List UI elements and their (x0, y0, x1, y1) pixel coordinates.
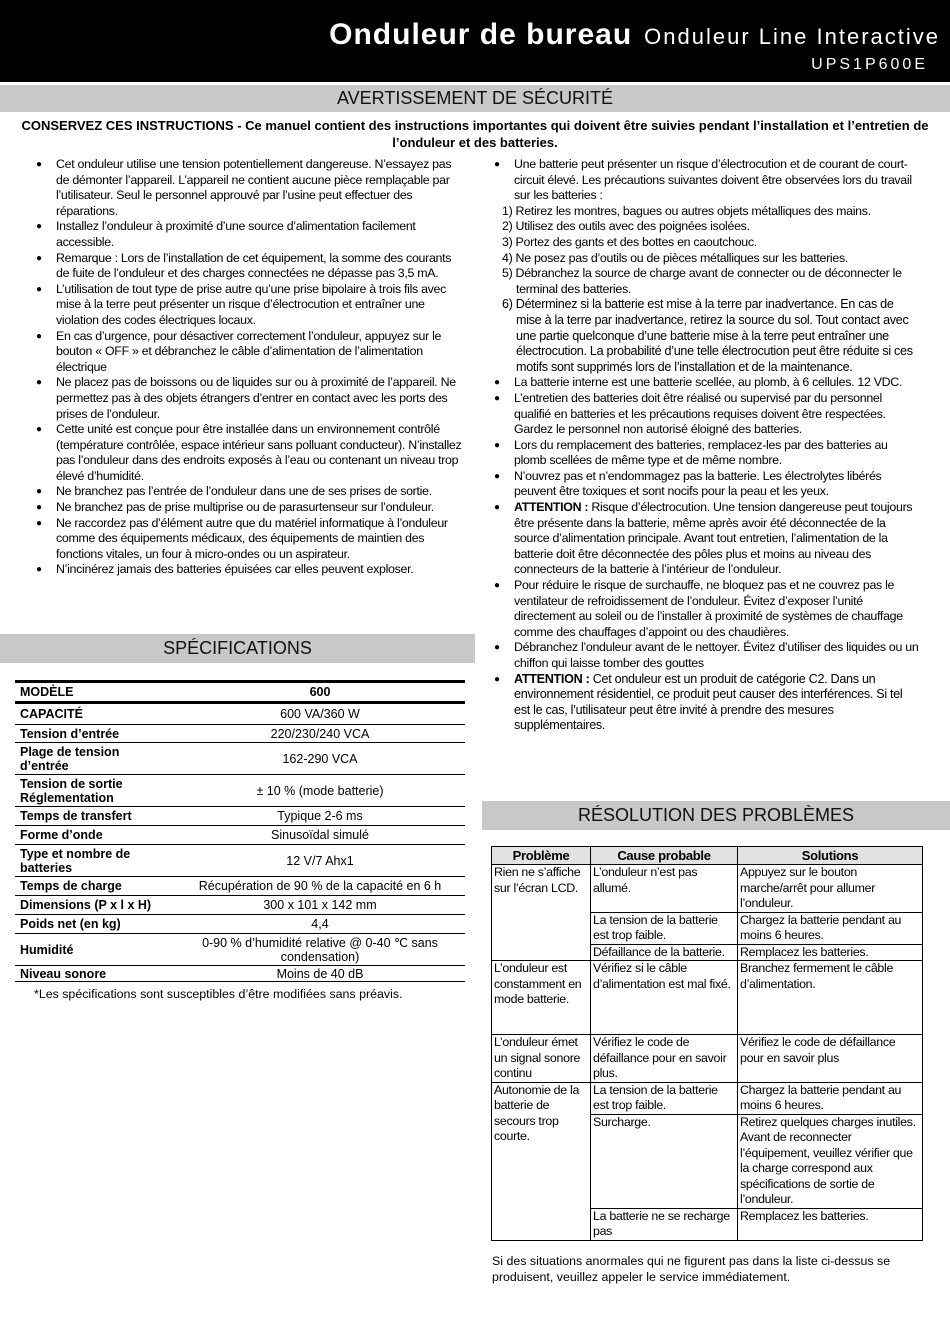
cause-cell: La tension de la batterie est trop faible. (591, 1082, 738, 1114)
list-item: ● Ne branchez pas l’entrée de l’onduleur dans une de ses prises de sortie. (34, 484, 462, 500)
spec-value: 0-90 % d’humidité relative @ 0-40 ℃ sans condensation) (175, 934, 465, 966)
attention-label: ATTENTION : (514, 500, 589, 515)
cause-cell: L’onduleur n’est pas allumé. (591, 865, 738, 913)
column-header: Solutions (738, 847, 923, 865)
spec-label: Forme d’onde (15, 826, 175, 845)
cause-cell: La batterie ne se recharge pas (591, 1208, 738, 1240)
table-row (492, 961, 923, 1035)
table-row (15, 826, 465, 845)
cause-cell: Défaillance de la batterie. (591, 944, 738, 961)
table-row (15, 703, 465, 725)
problem-cell: L’onduleur est constamment en mode batterie. (492, 961, 591, 1035)
table-header-row (15, 682, 465, 703)
document-subtitle: Onduleur Line Interactive (644, 24, 940, 49)
attention-item (492, 500, 920, 578)
attention-label: ATTENTION : (514, 671, 590, 686)
table-row (15, 725, 465, 743)
step-item: 6) Déterminez si la batterie est mise à la terre par inadvertance. En cas de mise à la terre par inadvertance, retirez la source du sol. Tout contact avec une partie quelconque d’une batterie mise à la terre peut entraîner une électrocution. La probabilité d’une telle électrocution peut être réduite si ces motifs sont supprimés lors de l’installation et de la maintenance. (502, 297, 913, 374)
spec-value: 4,4 (175, 915, 465, 934)
spec-value: 300 x 101 x 142 mm (175, 896, 465, 915)
list-item: ● Installez l’onduleur à proximité d’une source d’alimentation facilement accessible. (34, 219, 462, 250)
model-number: UPS1P600E (811, 56, 928, 73)
table-row (492, 1035, 923, 1083)
list-item: ● Remarque : Lors de l’installation de cet équipement, la somme des courants de fuite de l’onduleur et des charges connectées ne dépasse pas 3,5 mA. (34, 251, 462, 282)
table-row (15, 845, 465, 877)
header-title-line (329, 18, 940, 52)
cause-cell: Vérifiez si le câble d’alimentation est mal fixé. (591, 961, 738, 1035)
spec-label: Poids net (en kg) (15, 915, 175, 934)
solution-cell: Remplacez les batteries. (738, 1208, 923, 1240)
header-label: MODÈLE (15, 682, 175, 703)
solution-cell: Appuyez sur le bouton marche/arrêt pour allumer l’onduleur. (738, 865, 923, 913)
attention-text: Cet onduleur est un produit de catégorie C2. Dans un environnement résidentiel, ce produit peut causer des interférences. Si tel est le cas, l’utilisateur peut être invité à prendre des mesures supplémentaires. (514, 671, 903, 733)
solution-cell: Chargez la batterie pendant au moins 6 heures. (738, 912, 923, 944)
list-item: ● N’ouvrez pas et n’endommagez pas la batterie. Les électrolytes libérés peuvent être toxiques et sont nocifs pour la peau et les yeux. (492, 469, 920, 500)
solution-cell: Branchez fermement le câble d’alimentation. (738, 961, 923, 1035)
spec-label: Niveau sonore (15, 966, 175, 982)
step-item: 1) Retirez les montres, bagues ou autres objets métalliques des mains. (502, 203, 871, 218)
cause-cell: Surcharge. (591, 1114, 738, 1208)
safety-right-column (492, 157, 920, 734)
spec-label: Tension d’entrée (15, 725, 175, 743)
list-item: ● Une batterie peut présenter un risque d’électrocution et de courant de court-circuit élevé. Les précautions suivantes doivent être observées lors du travail sur les batteries : (492, 157, 920, 204)
list-item: ● En cas d’urgence, pour désactiver correctement l’onduleur, appuyez sur le bouton « OFF » et débranchez le câble d’alimentation de l’alimentation électrique (34, 329, 462, 376)
table-header-row (492, 847, 923, 865)
safety-heading: AVERTISSEMENT DE SÉCURITÉ (0, 85, 950, 112)
solution-cell: Chargez la batterie pendant au moins 6 heures. (738, 1082, 923, 1114)
solution-cell: Vérifiez le code de défaillance pour en savoir plus (738, 1035, 923, 1083)
specs-heading: SPÉCIFICATIONS (0, 634, 475, 663)
spec-value: 162-290 VCA (175, 743, 465, 775)
list-item: ● Ne raccordez pas d’élément autre que du matériel informatique à l’onduleur comme des équipements médicaux, des équipements de maintien des fonctions vitales, un four à micro-ondes ou un aspirateur. (34, 516, 462, 563)
spec-value: 220/230/240 VCA (175, 725, 465, 743)
spec-value: 600 VA/360 W (175, 703, 465, 725)
list-item: ● Ne branchez pas de prise multiprise ou de parasurtenseur sur l’onduleur. (34, 500, 462, 516)
step-item: 3) Portez des gants et des bottes en caoutchouc. (502, 234, 757, 249)
table-row (15, 966, 465, 982)
table-row (492, 1082, 923, 1114)
column-header: Problème (492, 847, 591, 865)
spec-value: Moins de 40 dB (175, 966, 465, 982)
list-item: ● La batterie interne est une batterie scellée, au plomb, à 6 cellules. 12 VDC. (492, 375, 920, 391)
table-row (15, 743, 465, 775)
step-item: 4) Ne posez pas d’outils ou de pièces métalliques sur les batteries. (502, 250, 849, 265)
problem-cell: Autonomie de la batterie de secours trop courte. (492, 1082, 591, 1240)
cause-cell: La tension de la batterie est trop faible. (591, 912, 738, 944)
spec-label: Temps de charge (15, 877, 175, 896)
table-row (15, 877, 465, 896)
spec-value: ± 10 % (mode batterie) (175, 775, 465, 807)
column-header: Cause probable (591, 847, 738, 865)
table-row (15, 915, 465, 934)
troubleshooting-heading: RÉSOLUTION DES PROBLÈMES (482, 801, 950, 830)
spec-label: Tension de sortie Réglementation (15, 775, 175, 807)
problem-cell: L’onduleur émet un signal sonore continu (492, 1035, 591, 1083)
spec-value: Récupération de 90 % de la capacité en 6 h (175, 877, 465, 896)
troubleshooting-table (491, 846, 923, 1241)
document-title: Onduleur de bureau (329, 18, 633, 51)
list-item: ● Ne placez pas de boissons ou de liquides sur ou à proximité de l’appareil. Ne permettez pas à des objets étrangers d’entrer en contact avec les ports des prises de l’onduleur. (34, 375, 462, 422)
list-item: ● L’utilisation de tout type de prise autre qu’une prise bipolaire à trois fils avec mise à la terre peut présenter un risque d’électrocution et entraîner une violation des codes électriques locaux. (34, 282, 462, 329)
spec-value: 12 V/7 Ahx1 (175, 845, 465, 877)
troubleshooting-footnote: Si des situations anormales qui ne figurent pas dans la liste ci-dessus se produisent, veuillez appeler le service immédiatement. (492, 1254, 891, 1284)
spec-label: Plage de tension d’entrée (15, 743, 175, 775)
list-item: ● N’incinérez jamais des batteries épuisées car elles peuvent exploser. (34, 562, 462, 578)
list-item: ● Cette unité est conçue pour être installée dans un environnement contrôlé (température contrôlée, espace intérieur sans polluant conducteur). N’installez pas l’onduleur dans des endroits exposés à l’eau ou contenant un niveau trop élevé d’humidité. (34, 422, 462, 484)
page-header (0, 0, 950, 82)
table-row (492, 865, 923, 913)
step-item: 2) Utilisez des outils avec des poignées isolées. (502, 219, 750, 234)
table-row (15, 934, 465, 966)
step-item: 5) Débranchez la source de charge avant de connecter ou de déconnecter le terminal des batteries. (502, 266, 902, 296)
attention-item (492, 672, 920, 734)
spec-value: Sinusoïdal simulé (175, 826, 465, 845)
spec-label: Dimensions (P x l x H) (15, 896, 175, 915)
specs-footnote: *Les spécifications sont susceptibles d’être modifiées sans préavis. (34, 987, 403, 1001)
spec-label: CAPACITÉ (15, 703, 175, 725)
list-item: ● Lors du remplacement des batteries, remplacez-les par des batteries au plomb scellées de même type et de même nombre. (492, 438, 920, 469)
list-item: ● L’entretien des batteries doit être réalisé ou supervisé par du personnel qualifié en batteries et les précautions requises doivent être respectées. Gardez le personnel non autorisé éloigné des batteries. (492, 391, 920, 438)
safety-intro: CONSERVEZ CES INSTRUCTIONS - Ce manuel contient des instructions importantes qui doivent être suivies pendant l’installation et l’entretien de l’onduleur et des batteries. (21, 118, 929, 150)
spec-label: Type et nombre de batteries (15, 845, 175, 877)
spec-label: Temps de transfert (15, 807, 175, 826)
specs-table (15, 680, 465, 982)
header-value: 600 (175, 682, 465, 703)
safety-left-column (34, 157, 462, 578)
table-row (15, 775, 465, 807)
solution-cell: Retirez quelques charges inutiles. Avant de reconnecter l’équipement, veuillez vérifier que la charge correspond aux spécifications de sortie de l’onduleur. (738, 1114, 923, 1208)
problem-cell: Rien ne s’affiche sur l’écran LCD. (492, 865, 591, 961)
table-row (15, 896, 465, 915)
solution-cell: Remplacez les batteries. (738, 944, 923, 961)
table-row (15, 807, 465, 826)
list-item: ● Pour réduire le risque de surchauffe, ne bloquez pas et ne couvrez pas le ventilateur de refroidissement de l’onduleur. Évitez d’exposer l’unité directement au soleil ou de l’installer à proximité de systèmes de chauffage comme des chauffages d’appoint ou des chaudières. (492, 578, 920, 640)
spec-value: Typique 2-6 ms (175, 807, 465, 826)
spec-label: Humidité (15, 934, 175, 966)
attention-text: Risque d’électrocution. Une tension dangereuse peut toujours être présente dans la batterie, même après avoir été déconnectée de la source d’alimentation principale. Avant tout entretien, l’alimentation de la batterie doit être déconnectée des pôles plus et moins au niveau des connecteurs de la batterie à l’intérieur de l’onduleur. (514, 500, 913, 577)
list-item: ● Débranchez l’onduleur avant de le nettoyer. Évitez d’utiliser des liquides ou un chiffon qui laisse tomber des gouttes (492, 640, 920, 671)
list-item: ● Cet onduleur utilise une tension potentiellement dangereuse. N’essayez pas de démonter l’appareil. L’appareil ne contient aucune pièce remplaçable par l’utilisateur. Seul le personnel approuvé par l’usine peut effectuer des réparations. (34, 157, 462, 219)
cause-cell: Vérifiez le code de défaillance pour en savoir plus. (591, 1035, 738, 1083)
